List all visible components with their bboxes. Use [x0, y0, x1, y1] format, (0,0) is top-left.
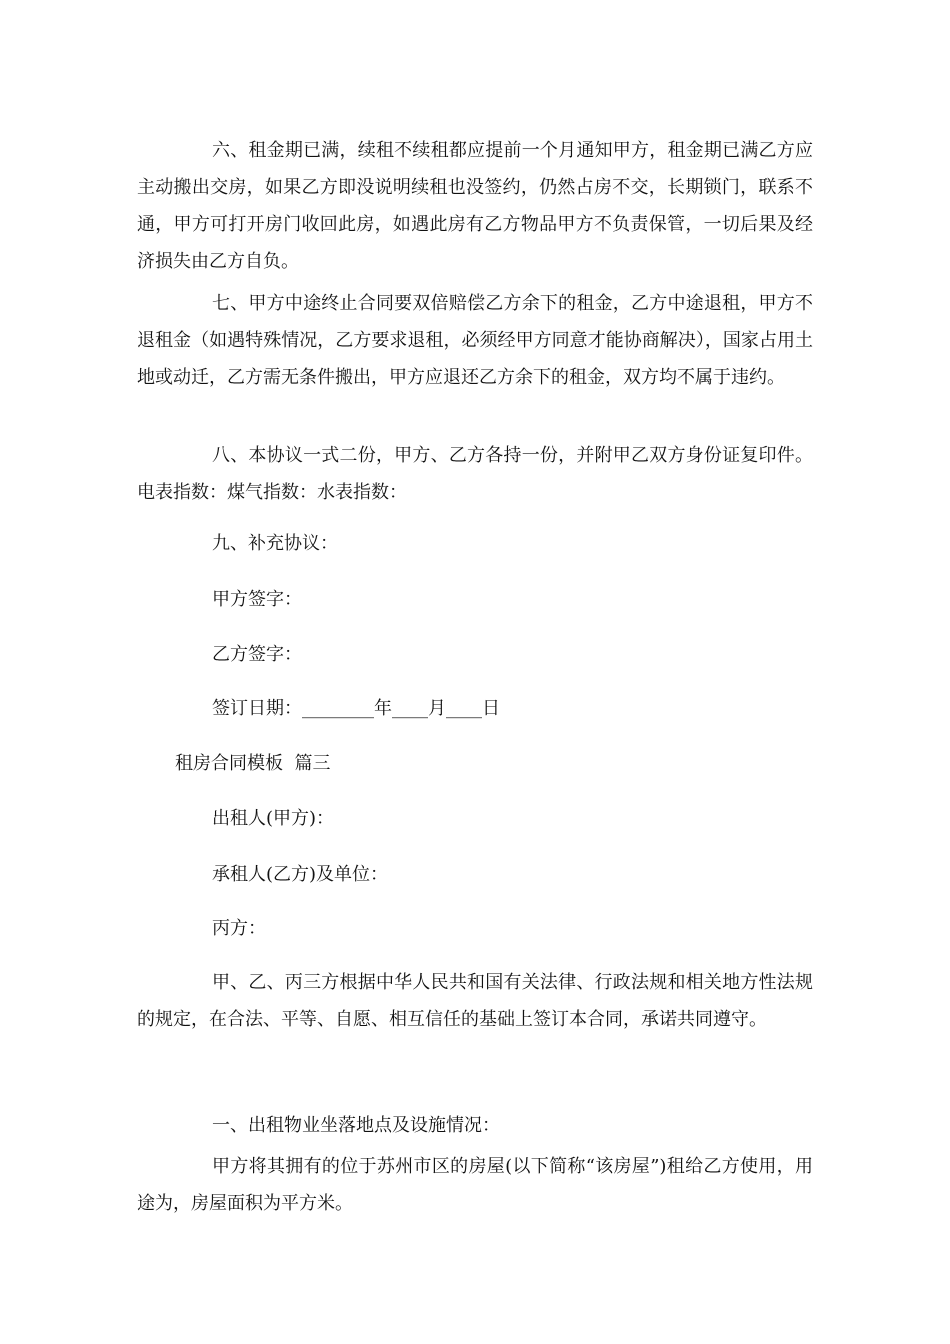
- clause-8-paragraph: 八、本协议一式二份，甲方、乙方各持一份，并附甲乙双方身份证复印件。电表指数：煤气指数：水表指数：: [137, 445, 813, 503]
- party-c-label: 丙方：: [212, 918, 266, 939]
- section-1-body: 甲方将其拥有的位于苏州市区的房屋(以下简称“该房屋”)租给乙方使用，用途为，房屋面积为平方米。: [137, 1156, 813, 1214]
- intro-paragraph: 甲、乙、丙三方根据中华人民共和国有关法律、行政法规和相关地方性法规的规定，在合法、平等、自愿、相互信任的基础上签订本合同，承诺共同遵守。: [137, 972, 813, 1030]
- clause-6-paragraph: 六、租金期已满，续租不续租都应提前一个月通知甲方，租金期已满乙方应主动搬出交房，如果乙方即没说明续租也没签约，仍然占房不交，长期锁门，联系不通，甲方可打开房门收回此房，如遇此房有乙方物品甲方不负责保管，一切后果及经济损失由乙方自负。: [137, 140, 813, 272]
- party-b-signature-label: 乙方签字：: [212, 644, 302, 665]
- section-1-heading: 一、出租物业坐落地点及设施情况：: [212, 1115, 500, 1136]
- clause-9-supplementary: 九、补充协议：: [212, 533, 338, 554]
- section-heading: 租房合同模板 篇三: [175, 753, 331, 774]
- clause-7-paragraph: 七、甲方中途终止合同要双倍赔偿乙方余下的租金，乙方中途退租，甲方不退租金（如遇特殊情况，乙方要求退租，必须经甲方同意才能协商解决），国家占用土地或动迁，乙方需无条件搬出，甲方应退还乙方余下的租金，双方均不属于违约。: [137, 293, 813, 388]
- lessor-label: 出租人(甲方)：: [212, 808, 335, 829]
- party-a-signature-label: 甲方签字：: [212, 589, 302, 610]
- lessee-label: 承租人(乙方)及单位：: [212, 864, 389, 885]
- signing-date-line: 签订日期：________年____月____日: [212, 698, 500, 719]
